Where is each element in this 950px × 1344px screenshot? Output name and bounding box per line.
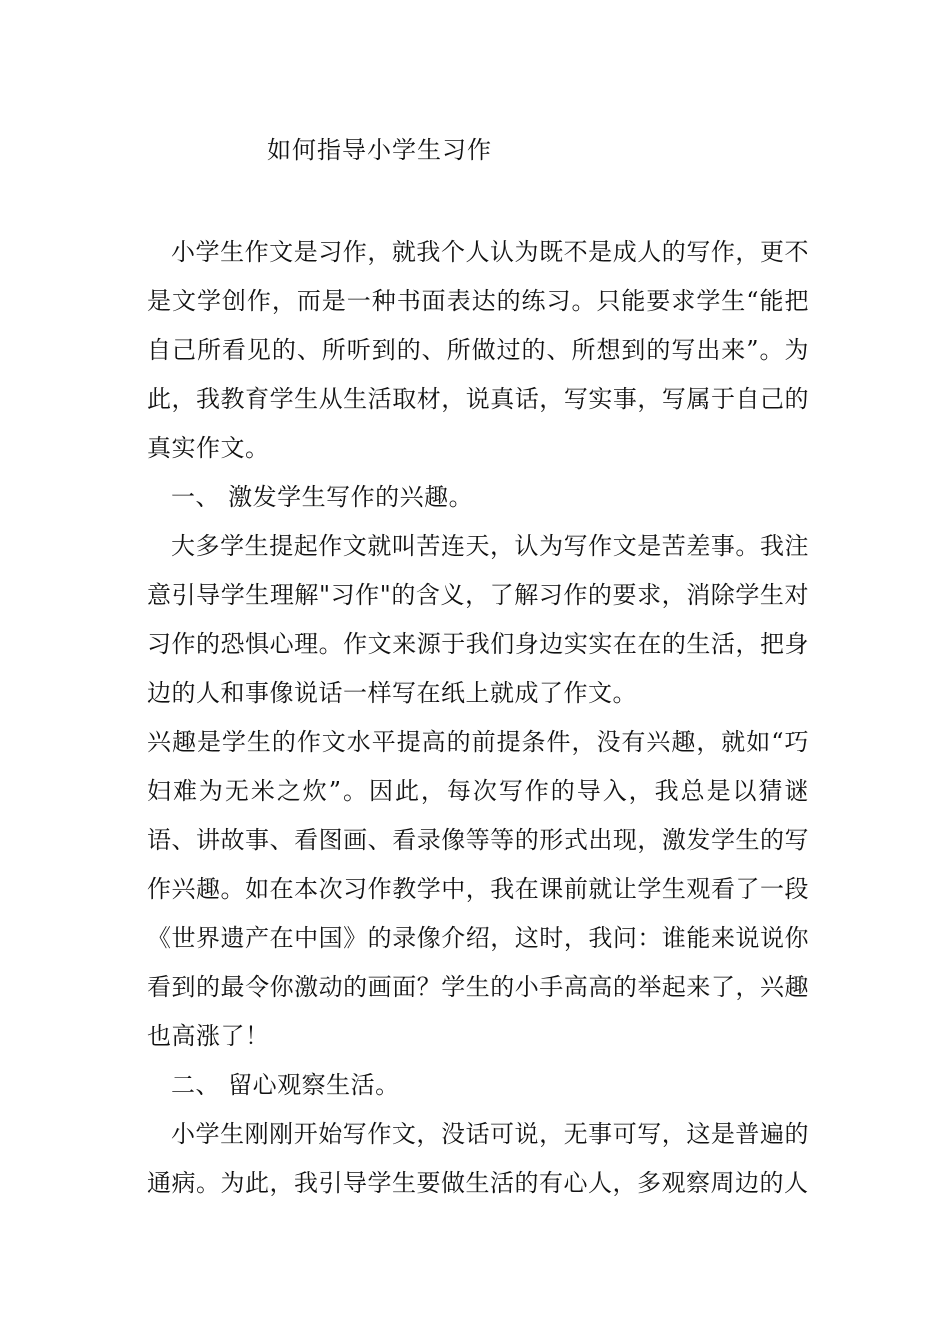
paragraph-intro: 小学生作文是习作，就我个人认为既不是成人的写作，更不是文学创作，而是一种书面表达的练习。只能要求学生“能把自己所看见的、所听到的、所做过的、所想到的写出来”。为此，我教育学生从生活取材，说真话，写实事，写属于自己的真实作文。 <box>147 238 809 462</box>
document-title: 如何指导小学生习作 <box>267 136 492 164</box>
section-heading-1: 一、 激发学生写作的兴趣。 <box>171 483 474 511</box>
document-body <box>147 228 809 1208</box>
paragraph-interest-condition: 兴趣是学生的作文水平提高的前提条件，没有兴趣，就如“巧妇难为无米之炊”。因此，每次写作的导入，我总是以猜谜语、讲故事、看图画、看录像等等的形式出现，激发学生的写作兴趣。如在本次习作教学中，我在课前就让学生观看了一段《世界遗产在中国》的录像介绍，这时，我问：谁能来说说你看到的最令你激动的画面？学生的小手高高的举起来了，兴趣也高涨了！ <box>147 728 809 1050</box>
section-heading-2: 二、 留心观察生活。 <box>171 1071 400 1099</box>
paragraph-interest: 大多学生提起作文就叫苦连天，认为写作文是苦差事。我注意引导学生理解"习作"的含义，了解习作的要求，消除学生对习作的恐惧心理。作文来源于我们身边实实在在的生活，把身边的人和事像说话一样写在纸上就成了作文。 <box>147 532 809 707</box>
paragraph-observe: 小学生刚刚开始写作文，没话可说，无事可写，这是普遍的通病。为此，我引导学生要做生活的有心人，多观察周边的人 <box>147 1120 809 1197</box>
